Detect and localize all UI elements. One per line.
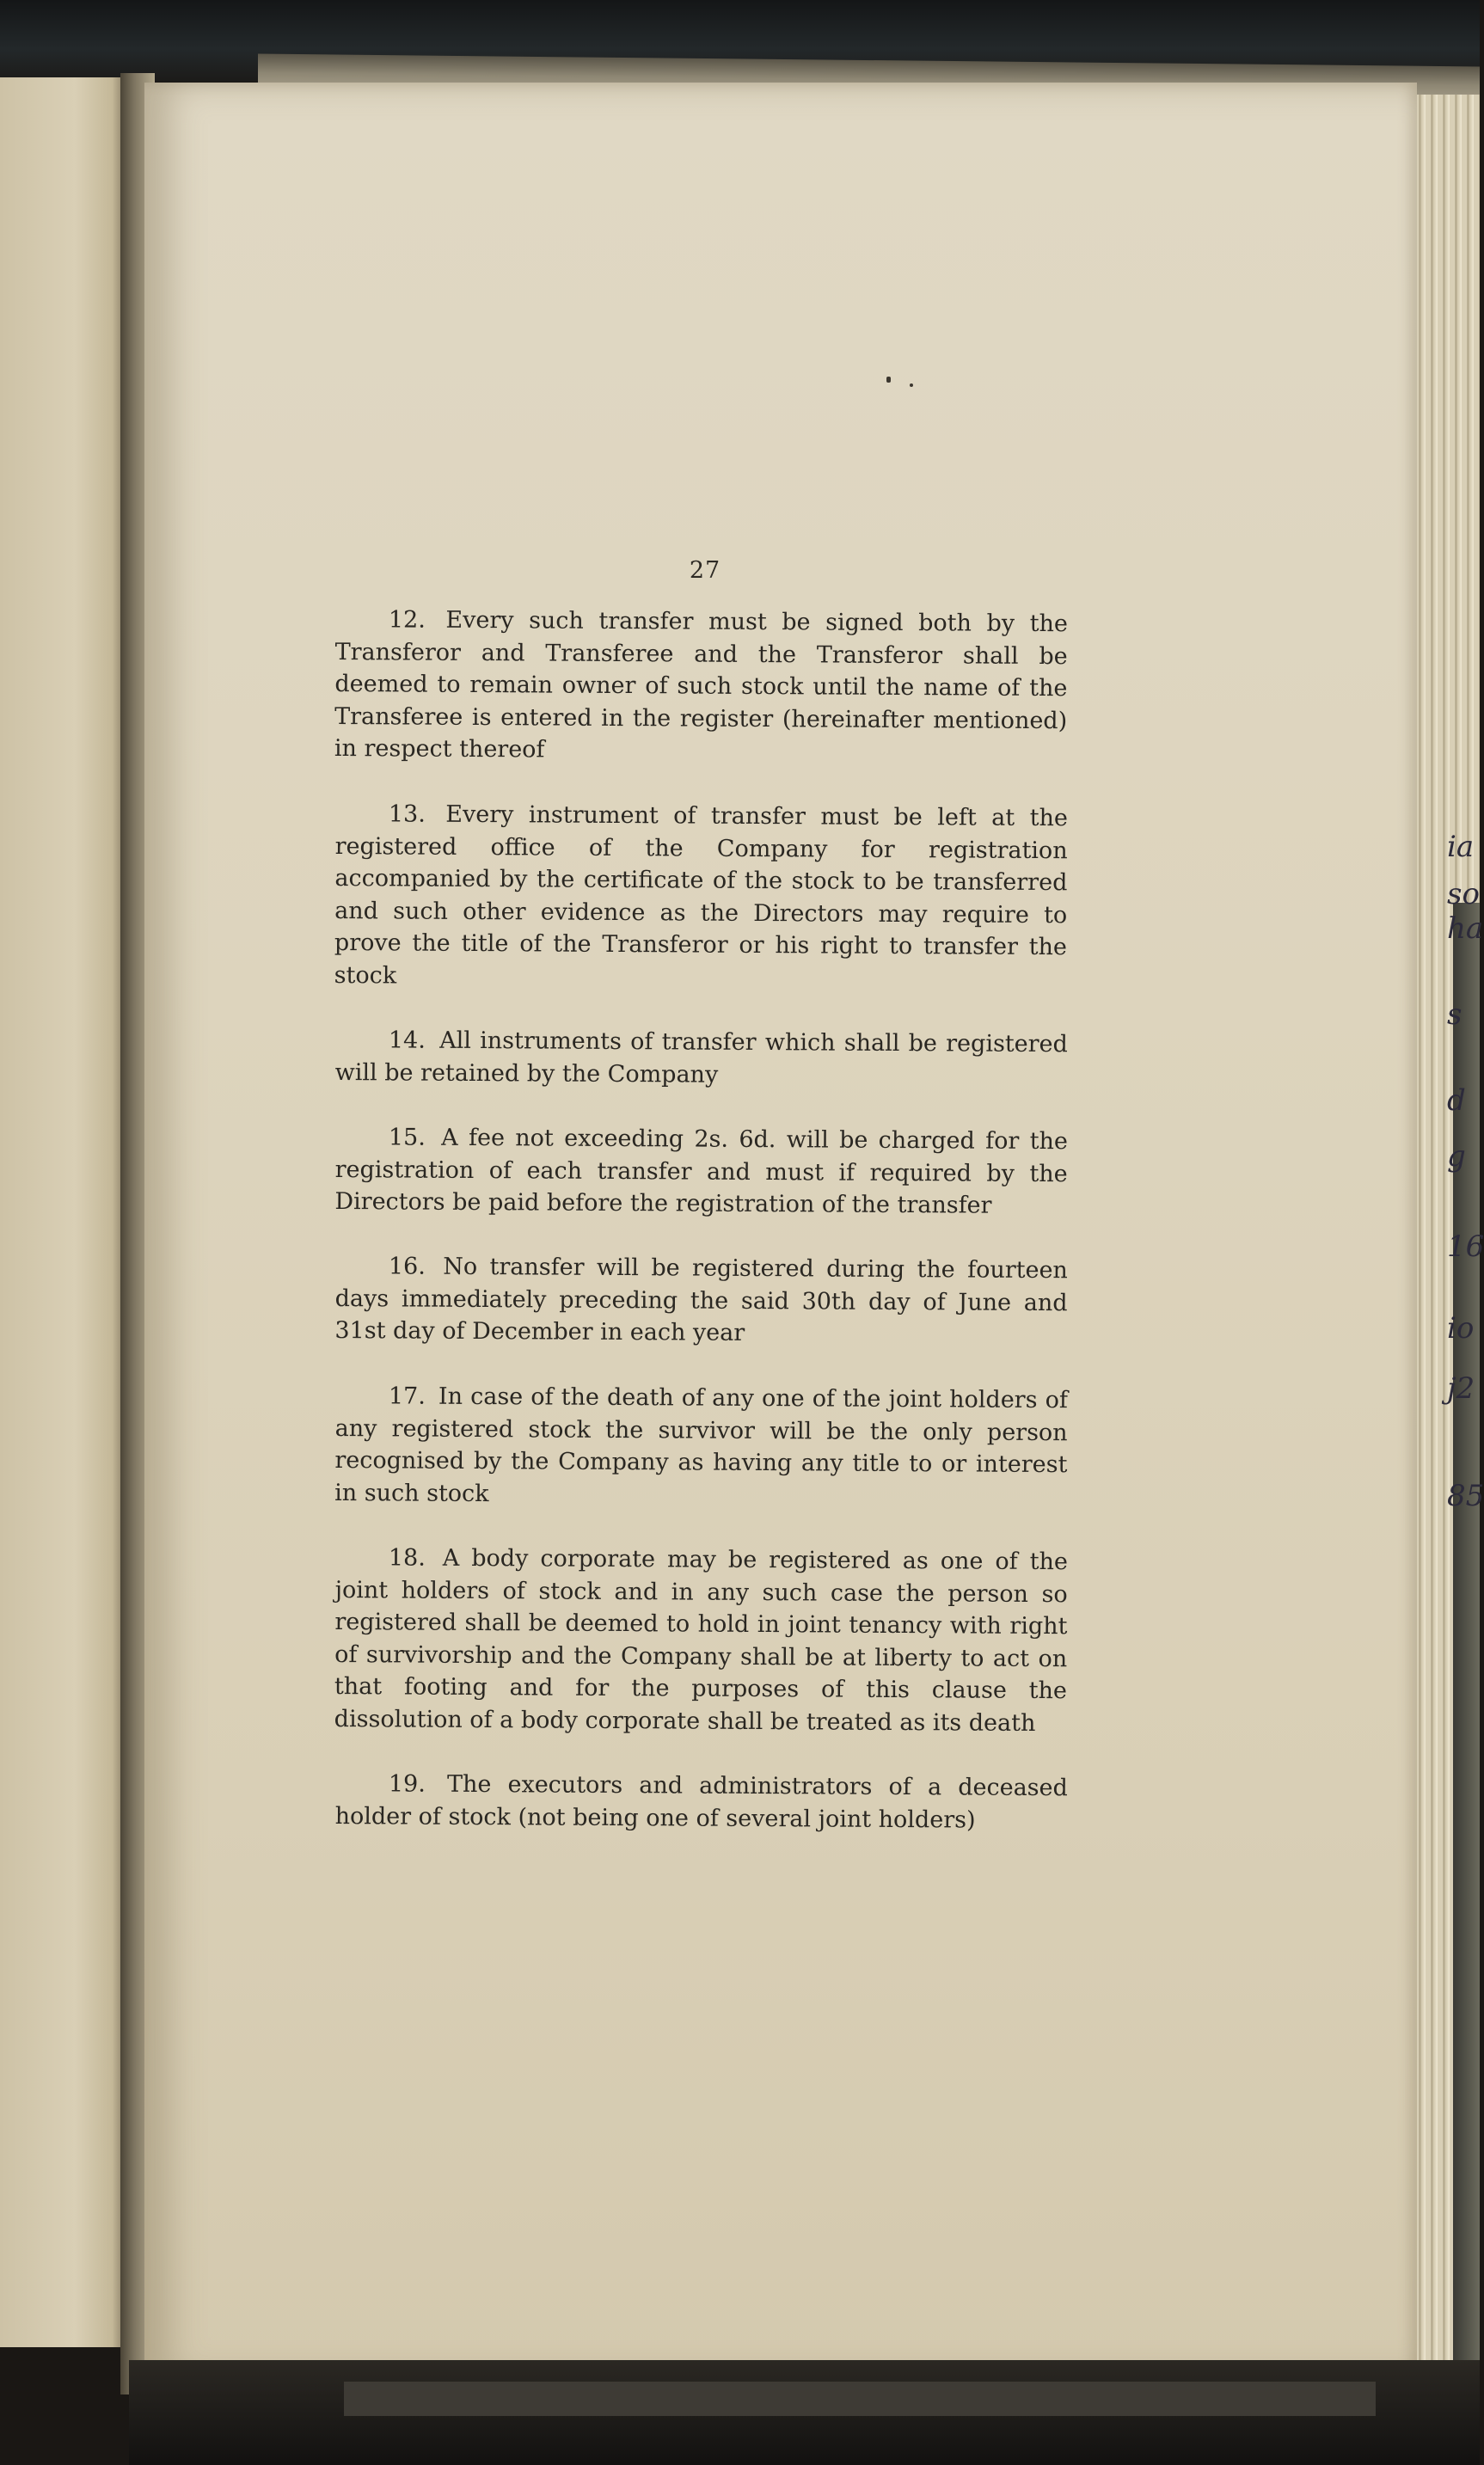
margin-handwriting: d	[1447, 1083, 1466, 1118]
clause-text: In case of the death of any one of the joint holders of any registered stock the survivor will be the only person recognised by the Company as having any title to or interest in such stock	[334, 1383, 1068, 1507]
clause-13	[334, 798, 1068, 996]
clause-list	[335, 604, 1068, 1865]
clause-19	[335, 1768, 1068, 1836]
margin-handwriting: 16	[1447, 1229, 1484, 1264]
clause-text: Every instrument of transfer must be left at the registered office of the Company for registration accompanied by the certificate of the stock to be transferred and such other evidence as the Directors may require to prove the title of the Transferor or his right to transfer the stock	[334, 800, 1068, 989]
clause-12	[334, 604, 1068, 770]
speck	[886, 377, 891, 383]
clause-number: 13.	[388, 800, 426, 828]
clause-number: 16.	[388, 1253, 426, 1280]
margin-handwriting: s	[1447, 997, 1463, 1032]
clause-number: 17.	[388, 1382, 426, 1410]
clause-text: No transfer will be registered during the fourteen days immediately preceding the said 30th day of June and 31st day of December in each year	[334, 1253, 1068, 1346]
clause-text: The executors and administrators of a deceased holder of stock (not being one of several joint holders)	[334, 1770, 1068, 1833]
previous-page-edge	[0, 77, 125, 2347]
clause-14	[335, 1024, 1068, 1093]
margin-handwriting: 85	[1447, 1479, 1484, 1513]
clause-16	[334, 1250, 1068, 1352]
margin-handwriting: ha	[1447, 911, 1484, 946]
clause-text: A fee not exceeding 2s. 6d. will be charged for the registration of each transfer and must if required by the Directors be paid before the registration of the transfer	[334, 1124, 1068, 1219]
clause-number: 18.	[388, 1543, 426, 1572]
right-shadow	[1453, 903, 1480, 2364]
speck	[910, 383, 913, 387]
margin-handwriting: so	[1447, 877, 1480, 911]
page-number: 27	[689, 557, 721, 584]
margin-handwriting: j2	[1447, 1371, 1475, 1406]
margin-handwriting: g	[1447, 1139, 1466, 1174]
clause-18	[334, 1542, 1068, 1739]
clause-17	[334, 1380, 1068, 1513]
clause-text: Every such transfer must be signed both by the Transferor and Transferee and the Transferor shall be deemed to remain owner of such stock until the name of the Transferee is entered in the register (hereinafter mentioned) in respect thereof	[334, 606, 1068, 763]
clause-number: 14.	[388, 1026, 426, 1054]
clause-number: 19.	[388, 1769, 426, 1798]
clause-text: A body corporate may be registered as one of the joint holders of stock and in any such case the person so registered shall be deemed to hold in joint tenancy with right of survivorship and the Company shall be at liberty to act on that footing and for the purposes of this clause the dissolution of a body corporate shall be treated as its death	[334, 1544, 1068, 1736]
clause-number: 15.	[388, 1123, 426, 1151]
margin-handwriting: io	[1447, 1311, 1475, 1346]
book-bottom-edge	[344, 2382, 1376, 2416]
clause-15	[334, 1121, 1068, 1223]
clause-number: 12.	[388, 606, 426, 634]
margin-handwriting: ia	[1447, 830, 1475, 864]
clause-text: All instruments of transfer which shall be registered will be retained by the Company	[334, 1027, 1068, 1088]
